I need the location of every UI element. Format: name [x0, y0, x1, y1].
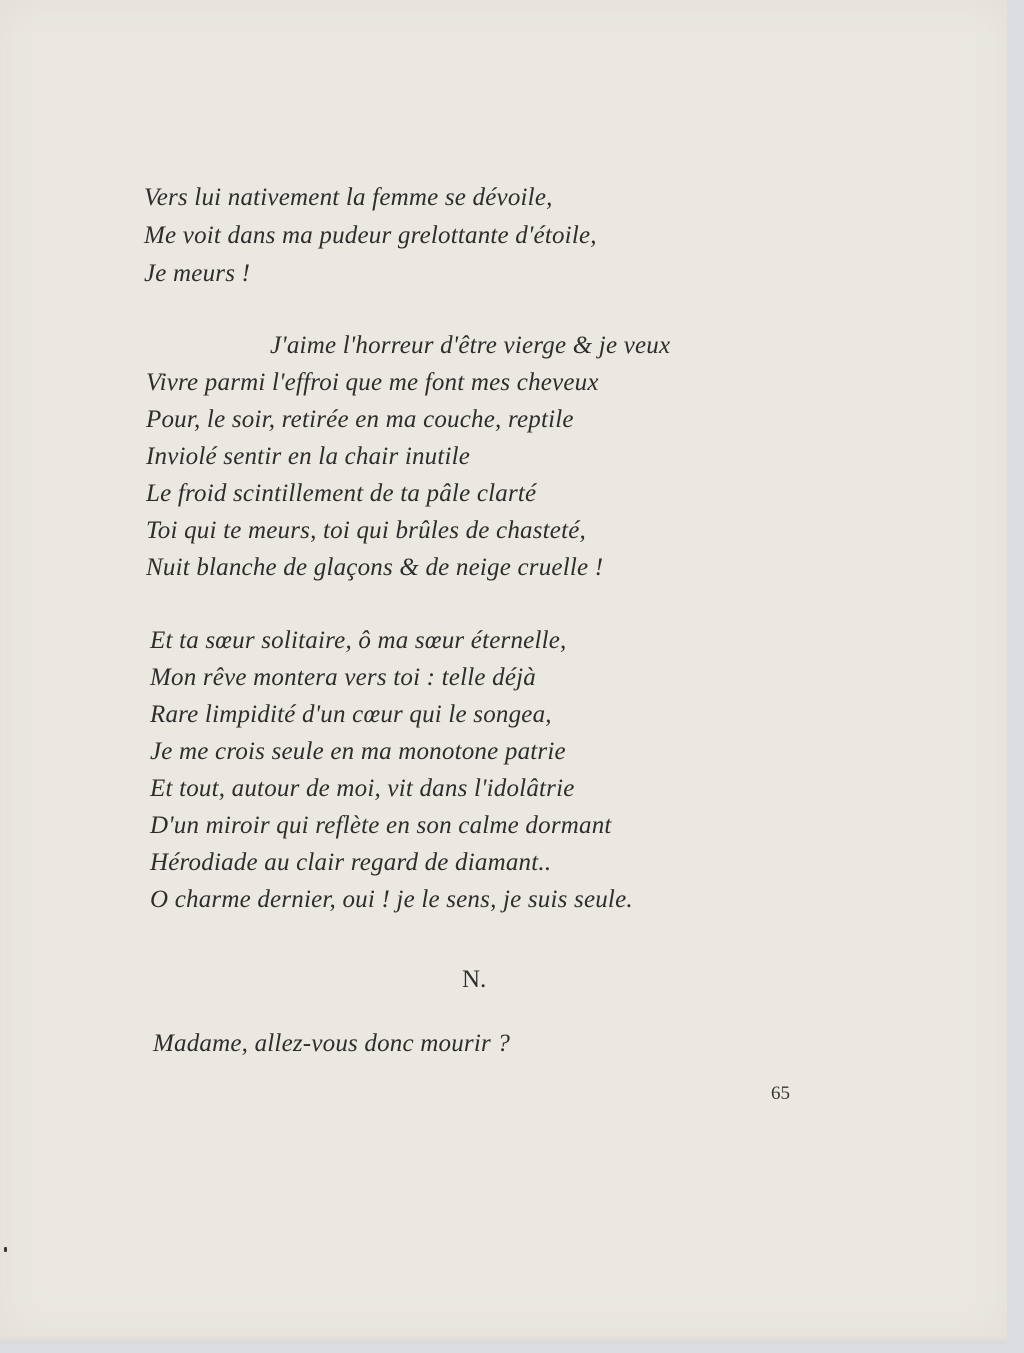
verse-line: Et tout, autour de moi, vit dans l'idolâtrie [150, 775, 575, 802]
verse-line: Vers lui nativement la femme se dévoile, [144, 184, 553, 211]
verse-line: Je meurs ! [144, 260, 251, 287]
verse-line: Inviolé sentir en la chair inutile [146, 443, 471, 470]
verse-line: Le froid scintillement de ta pâle clarté [146, 480, 537, 507]
verse-line: Je me crois seule en ma monotone patrie [150, 738, 566, 765]
verse-line: O charme dernier, oui ! je le sens, je suis seule. [150, 886, 633, 913]
speaker-line: Madame, allez-vous donc mourir ? [153, 1030, 511, 1057]
verse-line: Et ta sœur solitaire, ô ma sœur éternelle, [150, 627, 567, 654]
verse-line: Rare limpidité d'un cœur qui le songea, [150, 701, 552, 728]
verse-line: D'un miroir qui reflète en son calme dormant [150, 812, 612, 839]
speaker-label: N. [462, 966, 487, 993]
verse-line: Pour, le soir, retirée en ma couche, reptile [146, 406, 574, 433]
paper-speck [4, 1247, 7, 1252]
verse-line: Hérodiade au clair regard de diamant.. [150, 849, 552, 876]
verse-line: Mon rêve montera vers toi : telle déjà [150, 664, 536, 691]
verse-line-indented: J'aime l'horreur d'être vierge & je veux [270, 332, 671, 359]
verse-line: Me voit dans ma pudeur grelottante d'étoile, [144, 222, 597, 249]
verse-line: Vivre parmi l'effroi que me font mes cheveux [146, 369, 599, 396]
verse-line: Nuit blanche de glaçons & de neige cruelle ! [146, 554, 604, 581]
page-number: 65 [771, 1083, 790, 1104]
verse-line: Toi qui te meurs, toi qui brûles de chasteté, [146, 517, 586, 544]
page-deckle-edge [0, 1336, 1007, 1344]
